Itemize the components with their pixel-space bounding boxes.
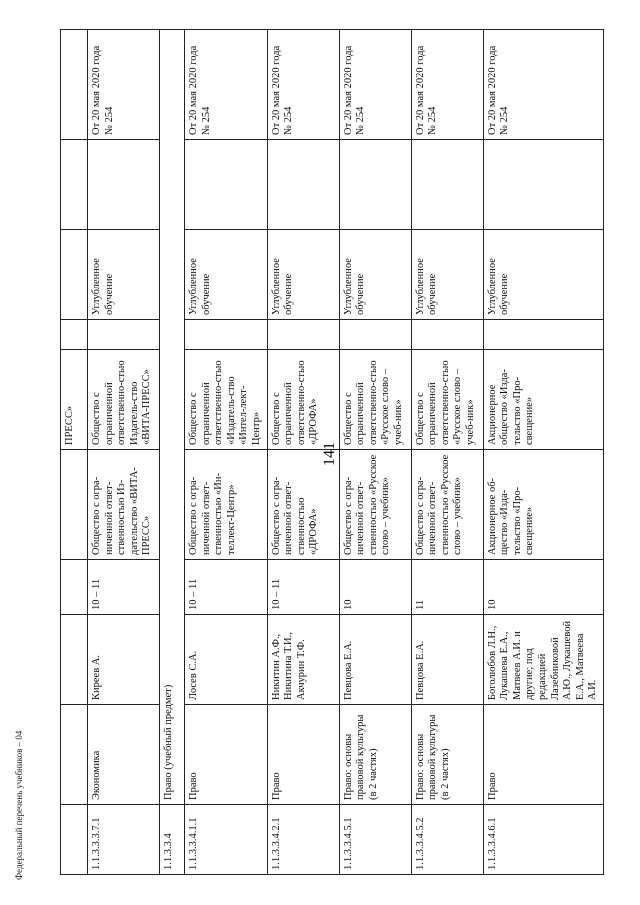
publisher-cell: Общество с огра-ниченной ответ-ственностью «ДРОФА»	[267, 450, 339, 560]
page-number: 141	[321, 442, 338, 466]
level-cell: Углубленное обучение	[88, 230, 160, 320]
authors-cell: Никитин А.Ф., Никитина Т.И., Акчурин Т.Ф.	[267, 615, 339, 705]
grade-cell: 11	[411, 560, 483, 615]
authors-cell: Киреев А.	[88, 615, 160, 705]
code-cell: 1.1.3.3.4.5.1	[339, 805, 411, 875]
level-cell: Углубленное обучение	[185, 230, 268, 320]
producer-cell: Общество с ограниченной ответственно-стью «Русское слово – учеб-ник»	[339, 350, 411, 450]
level-cell: Углубленное обучение	[483, 230, 603, 320]
publisher-cell: Общество с огра-ниченной ответ-ственностью «Ин-теллект-Центр»	[185, 450, 268, 560]
empty-cell	[411, 320, 483, 350]
level-cell: Углубленное обучение	[267, 230, 339, 320]
order-cell: От 20 мая 2020 года № 254	[185, 30, 268, 140]
code-cell: 1.1.3.3.4.2.1	[267, 805, 339, 875]
producer-cell: Общество с ограниченной ответственно-стью «Русское слово – учеб-ник»	[411, 350, 483, 450]
grade-cell: 10 – 11	[185, 560, 268, 615]
table-row	[267, 30, 339, 875]
code-cell: 1.1.3.3.4.6.1	[483, 805, 603, 875]
code-cell: 1.1.3.3.4.5.2	[411, 805, 483, 875]
subject-cell: Экономика	[88, 705, 160, 805]
textbook-table-rotated	[60, 30, 599, 875]
authors-cell: Боголюбов Л.Н., Лукашева Е.А., Матвеев А.И. и другие; под редакцией Лазебниковой А.Ю., Лукашевой Е.А., Матвеева А.И.	[483, 615, 603, 705]
empty-cell	[411, 140, 483, 230]
subject-cell: Право	[185, 705, 268, 805]
empty-cell	[339, 320, 411, 350]
subject-cell: Право: основы правовой культуры (в 2 частях)	[411, 705, 483, 805]
empty-cell	[88, 140, 160, 230]
order-cell: От 20 мая 2020 года № 254	[267, 30, 339, 140]
order-cell: От 20 мая 2020 года № 254	[88, 30, 160, 140]
producer-cell: Общество с ограниченной ответственно-стью «ДРОФА»	[267, 350, 339, 450]
grade-cell: 10	[339, 560, 411, 615]
textbook-table	[60, 29, 604, 875]
empty-cell	[185, 320, 268, 350]
level-cell: Углубленное обучение	[411, 230, 483, 320]
order-cell: От 20 мая 2020 года № 254	[411, 30, 483, 140]
section-title-cell: Право (учебный предмет)	[160, 30, 185, 805]
grade-cell: 10 – 11	[267, 560, 339, 615]
publisher-cell: Общество с огра-ниченной ответ-ственностью Из-дательство «ВИТА-ПРЕСС»	[88, 450, 160, 560]
table-row	[185, 30, 268, 875]
subject-cell: Право: основы правовой культуры (в 2 частях)	[339, 705, 411, 805]
code-cell: 1.1.3.3.4.1.1	[185, 805, 268, 875]
table-row	[411, 30, 483, 875]
producer-cell: Общество с ограниченной ответственно-стью «Издатель-ство «Интел-лект-Центр»	[185, 350, 268, 450]
publisher-cell: Общество с огра-ниченной ответ-ственностью «Русское слово – учебник»	[339, 450, 411, 560]
code-cell: 1.1.3.3.3.7.1	[88, 805, 160, 875]
code-cell: 1.1.3.3.4	[160, 805, 185, 875]
order-cell: От 20 мая 2020 года № 254	[483, 30, 603, 140]
table-row	[483, 30, 603, 875]
publisher-cell: Акционерное об-щество «Изда-тельство «Про-свещение»	[483, 450, 603, 560]
order-cell: От 20 мая 2020 года № 254	[339, 30, 411, 140]
grade-cell: 10	[483, 560, 603, 615]
empty-cell	[185, 140, 268, 230]
empty-cell	[483, 140, 603, 230]
empty-cell	[483, 320, 603, 350]
authors-cell: Лосев С.А.	[185, 615, 268, 705]
empty-cell	[267, 140, 339, 230]
empty-cell	[88, 320, 160, 350]
empty-cell	[339, 140, 411, 230]
producer-cell: ПРЕСС»	[61, 350, 88, 450]
producer-cell: Общество с ограниченной ответственно-стью Издатель-ство «ВИТА-ПРЕСС»	[88, 350, 160, 450]
page-footer: Федеральный перечень учебников – 04	[14, 730, 24, 880]
subject-cell: Право	[483, 705, 603, 805]
publisher-cell: Общество с огра-ниченной ответ-ственностью «Русское слово – учебник»	[411, 450, 483, 560]
table-row	[339, 30, 411, 875]
table-row	[88, 30, 160, 875]
section-row	[160, 30, 185, 875]
authors-cell: Певцова Е.А.	[411, 615, 483, 705]
level-cell: Углубленное обучение	[339, 230, 411, 320]
empty-cell	[267, 320, 339, 350]
table-row	[61, 30, 88, 875]
producer-cell: Акционерное общество «Изда-тельство «Про-свещение»	[483, 350, 603, 450]
authors-cell: Певцова Е.А.	[339, 615, 411, 705]
subject-cell: Право	[267, 705, 339, 805]
grade-cell: 10 – 11	[88, 560, 160, 615]
